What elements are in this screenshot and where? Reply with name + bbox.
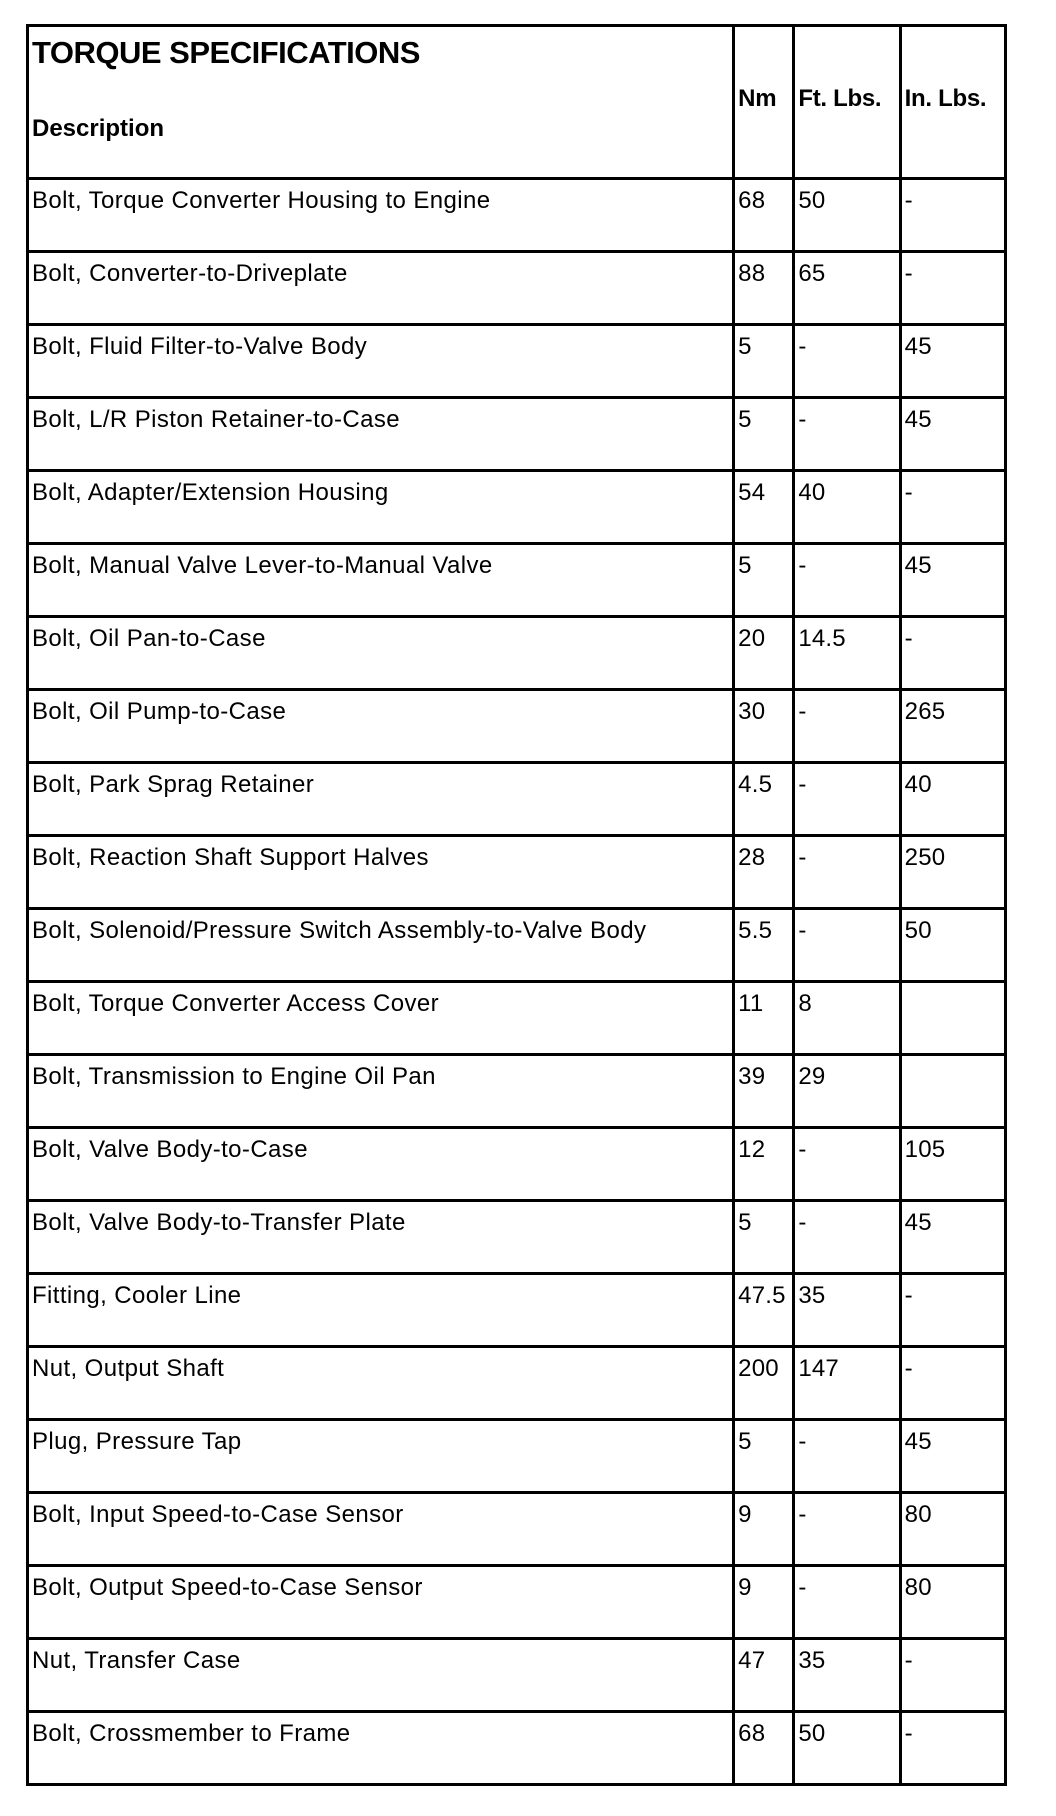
nm-cell — [734, 325, 794, 398]
ft-lbs-cell — [794, 471, 900, 544]
in-lbs-value: 45 — [904, 1209, 932, 1236]
ft-lbs-value: 35 — [798, 1282, 826, 1309]
in-lbs-value: - — [904, 1647, 913, 1674]
table-row — [28, 1201, 1006, 1274]
in-lbs-value — [902, 983, 1004, 990]
description-cell — [28, 325, 734, 398]
in-lbs-cell — [900, 1639, 1005, 1712]
table-row — [28, 179, 1006, 252]
description-value: Bolt, Valve Body-to-Transfer Plate — [32, 1209, 406, 1236]
description-cell — [28, 982, 734, 1055]
description-value: Bolt, Adapter/Extension Housing — [32, 479, 389, 506]
description-cell — [28, 617, 734, 690]
description-cell — [28, 763, 734, 836]
table-header-row — [28, 26, 1006, 179]
nm-value: 200 — [738, 1355, 779, 1382]
in-lbs-cell — [900, 1420, 1005, 1493]
description-value: Bolt, Oil Pan-to-Case — [32, 625, 266, 652]
description-value: Plug, Pressure Tap — [32, 1428, 242, 1455]
ft-lbs-cell — [794, 1420, 900, 1493]
header-nm-cell — [734, 26, 794, 179]
ft-lbs-cell — [794, 1128, 900, 1201]
nm-cell — [734, 1566, 794, 1639]
description-value: Bolt, Valve Body-to-Case — [32, 1136, 308, 1163]
ft-lbs-cell — [794, 909, 900, 982]
ft-lbs-column-header: Ft. Lbs. — [798, 85, 882, 112]
ft-lbs-value: - — [798, 1136, 807, 1163]
description-value: Bolt, Reaction Shaft Support Halves — [32, 844, 429, 871]
table-row — [28, 1493, 1006, 1566]
header-ft-lbs-cell — [794, 26, 900, 179]
nm-column-header: Nm — [738, 85, 777, 112]
nm-cell — [734, 1347, 794, 1420]
in-lbs-cell — [900, 909, 1005, 982]
ft-lbs-cell — [794, 1274, 900, 1347]
table-row — [28, 398, 1006, 471]
ft-lbs-value: - — [798, 771, 807, 798]
table-row — [28, 252, 1006, 325]
table-row — [28, 471, 1006, 544]
nm-cell — [734, 179, 794, 252]
in-lbs-cell — [900, 1055, 1005, 1128]
ft-lbs-cell — [794, 1201, 900, 1274]
description-value: Bolt, Output Speed-to-Case Sensor — [32, 1574, 423, 1601]
in-lbs-cell — [900, 471, 1005, 544]
table-row — [28, 1566, 1006, 1639]
in-lbs-column-header: In. Lbs. — [904, 85, 987, 112]
description-value: Bolt, Manual Valve Lever-to-Manual Valve — [32, 552, 493, 579]
nm-value: 11 — [738, 990, 764, 1017]
nm-value: 39 — [738, 1063, 766, 1090]
in-lbs-value: 40 — [904, 771, 932, 798]
description-value: Bolt, Transmission to Engine Oil Pan — [32, 1063, 436, 1090]
nm-cell — [734, 982, 794, 1055]
header-description-cell — [28, 26, 734, 179]
description-cell — [28, 179, 734, 252]
ft-lbs-value: 147 — [798, 1355, 839, 1382]
ft-lbs-value: 65 — [798, 260, 826, 287]
in-lbs-cell — [900, 690, 1005, 763]
in-lbs-cell — [900, 1566, 1005, 1639]
ft-lbs-cell — [794, 1055, 900, 1128]
ft-lbs-value: - — [798, 406, 807, 433]
nm-cell — [734, 836, 794, 909]
description-cell — [28, 1566, 734, 1639]
in-lbs-value: - — [904, 1355, 913, 1382]
in-lbs-value: - — [904, 1282, 913, 1309]
description-value: Bolt, Solenoid/Pressure Switch Assembly-to-Valve Body — [32, 917, 647, 944]
ft-lbs-value: - — [798, 844, 807, 871]
table-row — [28, 909, 1006, 982]
in-lbs-value: 105 — [904, 1136, 946, 1163]
nm-cell — [734, 1274, 794, 1347]
nm-value: 47.5 — [738, 1282, 786, 1309]
in-lbs-cell — [900, 1274, 1005, 1347]
in-lbs-cell — [900, 544, 1005, 617]
in-lbs-cell — [900, 398, 1005, 471]
ft-lbs-cell — [794, 690, 900, 763]
in-lbs-value: - — [904, 625, 913, 652]
in-lbs-value: 265 — [904, 698, 946, 725]
nm-cell — [734, 1055, 794, 1128]
ft-lbs-value: - — [798, 552, 807, 579]
table-row — [28, 1712, 1006, 1785]
ft-lbs-value: - — [798, 333, 807, 360]
description-cell — [28, 836, 734, 909]
ft-lbs-cell — [794, 179, 900, 252]
nm-cell — [734, 398, 794, 471]
nm-value: 5 — [738, 1209, 752, 1236]
ft-lbs-cell — [794, 1639, 900, 1712]
nm-cell — [734, 544, 794, 617]
nm-cell — [734, 1201, 794, 1274]
description-value: Bolt, Crossmember to Frame — [32, 1720, 351, 1747]
description-value: Bolt, Torque Converter Access Cover — [32, 990, 440, 1017]
nm-cell — [734, 617, 794, 690]
ft-lbs-cell — [794, 1493, 900, 1566]
description-cell — [28, 1055, 734, 1128]
ft-lbs-value: 50 — [798, 1720, 826, 1747]
description-cell — [28, 1347, 734, 1420]
ft-lbs-value: - — [798, 698, 807, 725]
description-cell — [28, 471, 734, 544]
table-row — [28, 617, 1006, 690]
in-lbs-value: 45 — [904, 333, 932, 360]
in-lbs-value: - — [904, 479, 913, 506]
nm-value: 9 — [738, 1574, 752, 1601]
in-lbs-value: - — [904, 187, 913, 214]
ft-lbs-cell — [794, 325, 900, 398]
ft-lbs-cell — [794, 763, 900, 836]
ft-lbs-value: 29 — [798, 1063, 826, 1090]
in-lbs-cell — [900, 1493, 1005, 1566]
ft-lbs-cell — [794, 617, 900, 690]
nm-value: 5 — [738, 406, 752, 433]
nm-cell — [734, 1712, 794, 1785]
in-lbs-cell — [900, 252, 1005, 325]
ft-lbs-value: - — [798, 1209, 807, 1236]
nm-value: 68 — [738, 187, 766, 214]
in-lbs-cell — [900, 325, 1005, 398]
ft-lbs-value: 50 — [798, 187, 826, 214]
nm-cell — [734, 252, 794, 325]
nm-cell — [734, 1420, 794, 1493]
in-lbs-cell — [900, 1712, 1005, 1785]
description-value: Bolt, Torque Converter Housing to Engine — [32, 187, 491, 214]
table-row — [28, 1055, 1006, 1128]
nm-value: 88 — [738, 260, 766, 287]
in-lbs-value: 45 — [904, 552, 932, 579]
description-cell — [28, 1420, 734, 1493]
nm-value: 54 — [738, 479, 766, 506]
in-lbs-cell — [900, 836, 1005, 909]
in-lbs-value: - — [904, 1720, 913, 1747]
table-row — [28, 836, 1006, 909]
description-cell — [28, 1639, 734, 1712]
nm-value: 68 — [738, 1720, 766, 1747]
table-row — [28, 1420, 1006, 1493]
description-value: Bolt, Oil Pump-to-Case — [32, 698, 287, 725]
description-value: Bolt, Input Speed-to-Case Sensor — [32, 1501, 404, 1528]
nm-value: 5 — [738, 1428, 752, 1455]
description-cell — [28, 1201, 734, 1274]
description-cell — [28, 544, 734, 617]
ft-lbs-value: 40 — [798, 479, 826, 506]
description-cell — [28, 252, 734, 325]
nm-cell — [734, 1639, 794, 1712]
description-cell — [28, 909, 734, 982]
description-value: Bolt, L/R Piston Retainer-to-Case — [32, 406, 401, 433]
description-value: Fitting, Cooler Line — [32, 1282, 242, 1309]
nm-value: 30 — [738, 698, 766, 725]
nm-value: 5 — [738, 552, 752, 579]
description-cell — [28, 1128, 734, 1201]
table-body — [28, 26, 1006, 1785]
ft-lbs-value: 8 — [798, 990, 812, 1017]
ft-lbs-value: 35 — [798, 1647, 826, 1674]
in-lbs-value: - — [904, 260, 913, 287]
nm-value: 5.5 — [738, 917, 773, 944]
description-cell — [28, 1712, 734, 1785]
description-cell — [28, 1274, 734, 1347]
ft-lbs-value: 14.5 — [798, 625, 846, 652]
ft-lbs-cell — [794, 1566, 900, 1639]
ft-lbs-value: - — [798, 917, 807, 944]
in-lbs-cell — [900, 1201, 1005, 1274]
description-value: Bolt, Park Sprag Retainer — [32, 771, 315, 798]
description-value: Bolt, Fluid Filter-to-Valve Body — [32, 333, 368, 360]
in-lbs-value: 50 — [904, 917, 932, 944]
description-cell — [28, 690, 734, 763]
table-row — [28, 1347, 1006, 1420]
in-lbs-value: 80 — [904, 1574, 932, 1601]
nm-cell — [734, 763, 794, 836]
nm-value: 4.5 — [738, 771, 773, 798]
in-lbs-value: 45 — [904, 1428, 932, 1455]
torque-spec-table — [26, 24, 1007, 1786]
table-row — [28, 1274, 1006, 1347]
description-cell — [28, 1493, 734, 1566]
table-row — [28, 544, 1006, 617]
table-row — [28, 982, 1006, 1055]
description-value: Nut, Output Shaft — [32, 1355, 225, 1382]
in-lbs-value — [902, 1056, 1004, 1063]
header-in-lbs-cell — [900, 26, 1005, 179]
in-lbs-cell — [900, 617, 1005, 690]
in-lbs-cell — [900, 1128, 1005, 1201]
ft-lbs-value: - — [798, 1574, 807, 1601]
table-row — [28, 690, 1006, 763]
in-lbs-cell — [900, 1347, 1005, 1420]
in-lbs-cell — [900, 763, 1005, 836]
nm-cell — [734, 471, 794, 544]
nm-value: 28 — [738, 844, 766, 871]
description-value: Nut, Transfer Case — [32, 1647, 241, 1674]
table-row — [28, 325, 1006, 398]
nm-value: 5 — [738, 333, 752, 360]
ft-lbs-cell — [794, 1712, 900, 1785]
nm-value: 9 — [738, 1501, 752, 1528]
table-row — [28, 763, 1006, 836]
ft-lbs-cell — [794, 544, 900, 617]
ft-lbs-cell — [794, 1347, 900, 1420]
in-lbs-cell — [900, 982, 1005, 1055]
ft-lbs-cell — [794, 836, 900, 909]
nm-cell — [734, 690, 794, 763]
nm-value: 20 — [738, 625, 766, 652]
table-row — [28, 1128, 1006, 1201]
in-lbs-cell — [900, 179, 1005, 252]
ft-lbs-cell — [794, 252, 900, 325]
nm-value: 12 — [738, 1136, 766, 1163]
ft-lbs-cell — [794, 398, 900, 471]
nm-cell — [734, 1493, 794, 1566]
in-lbs-value: 45 — [904, 406, 932, 433]
ft-lbs-cell — [794, 982, 900, 1055]
nm-value: 47 — [738, 1647, 766, 1674]
table-title: TORQUE SPECIFICATIONS — [32, 35, 420, 70]
ft-lbs-value: - — [798, 1428, 807, 1455]
nm-cell — [734, 1128, 794, 1201]
description-cell — [28, 398, 734, 471]
description-column-header: Description — [32, 115, 165, 142]
nm-cell — [734, 909, 794, 982]
table-row — [28, 1639, 1006, 1712]
in-lbs-value: 250 — [904, 844, 946, 871]
in-lbs-value: 80 — [904, 1501, 932, 1528]
ft-lbs-value: - — [798, 1501, 807, 1528]
description-value: Bolt, Converter-to-Driveplate — [32, 260, 348, 287]
